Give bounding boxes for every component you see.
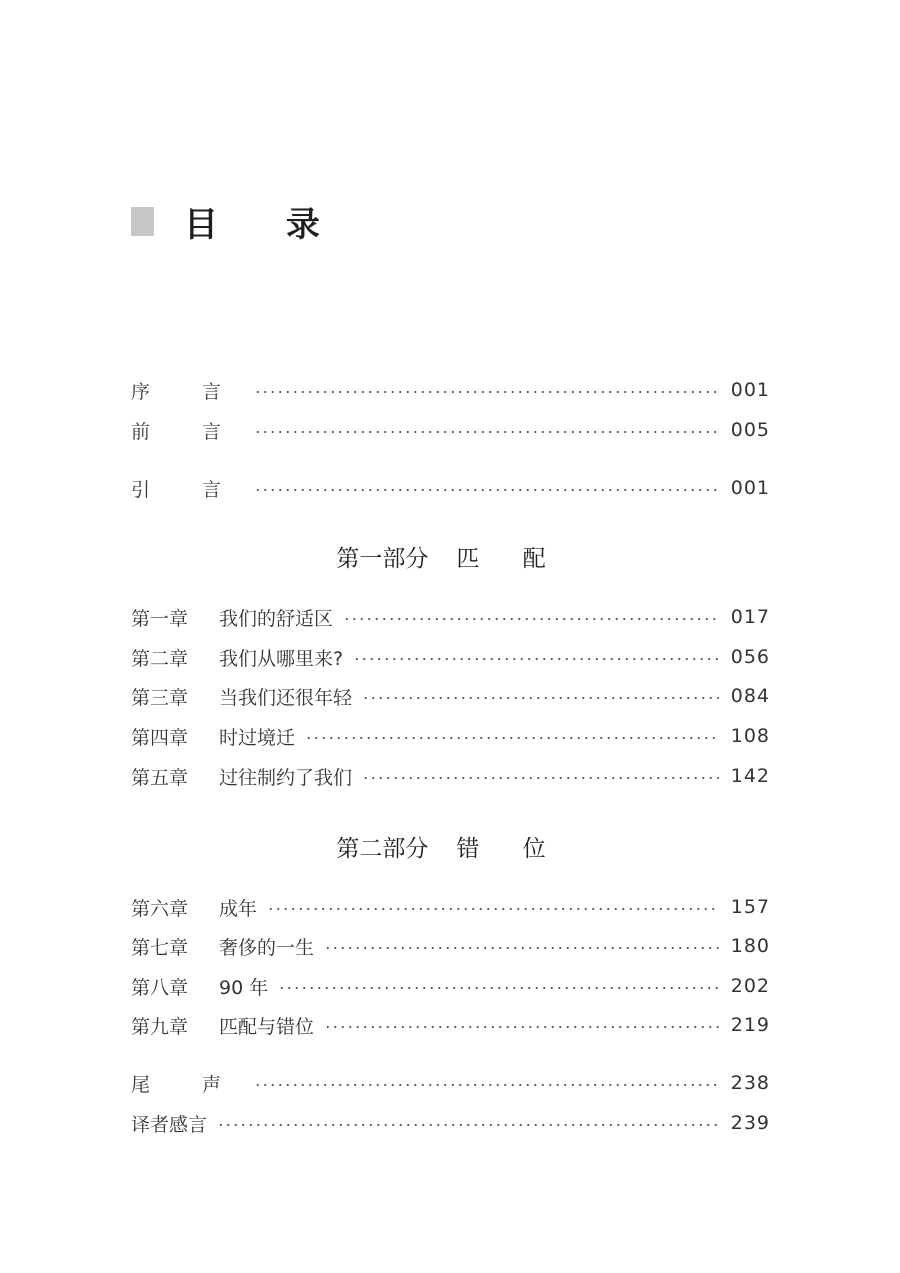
toc-entry-label <box>131 604 333 631</box>
toc-entry-chapter-1[interactable] <box>131 603 770 631</box>
part-name: 错 位 <box>456 836 564 862</box>
part-heading-1 <box>0 540 900 573</box>
toc-entry-preface[interactable] <box>131 376 770 404</box>
toc-page-number: 239 <box>730 1112 770 1134</box>
chapter-number: 第五章 <box>131 766 189 789</box>
toc-page-number: 157 <box>730 896 770 918</box>
toc-entry-label: 尾 声 <box>131 1073 245 1096</box>
chapter-number: 第八章 <box>131 976 189 999</box>
chapter-title: 过往制约了我们 <box>219 766 353 789</box>
toc-entry-label <box>131 1012 314 1039</box>
dot-leader <box>254 391 719 393</box>
toc-entry-label: 序 言 <box>131 380 245 403</box>
chapter-number: 第一章 <box>131 607 189 630</box>
toc-page-number: 180 <box>730 935 770 957</box>
toc-entry-chapter-6[interactable] <box>131 893 770 921</box>
part-number: 第一部分 <box>336 546 429 572</box>
toc-page-number: 001 <box>730 379 770 401</box>
chapter-title: 当我们还很年轻 <box>219 686 353 709</box>
toc-entry-label <box>131 763 352 790</box>
toc-entry-label: 译者感言 <box>131 1113 208 1136</box>
part-number: 第二部分 <box>336 836 429 862</box>
dot-leader <box>353 658 719 660</box>
dot-leader <box>362 777 719 779</box>
toc-entry-chapter-9[interactable] <box>131 1011 770 1039</box>
toc-entry-chapter-8[interactable] <box>131 972 770 1000</box>
dot-leader <box>267 908 719 910</box>
toc-page-number: 017 <box>730 606 770 628</box>
dot-leader <box>324 947 719 949</box>
chapter-number: 第七章 <box>131 936 189 959</box>
toc-entry-chapter-4[interactable] <box>131 722 770 750</box>
toc-entry-introduction[interactable] <box>131 474 770 502</box>
chapter-number: 第四章 <box>131 726 189 749</box>
toc-entry-translator-note[interactable] <box>131 1109 770 1137</box>
toc-page-number: 056 <box>730 646 770 668</box>
chapter-title: 我们的舒适区 <box>219 607 334 630</box>
toc-entry-chapter-2[interactable] <box>131 643 770 671</box>
chapter-title: 我们从哪里来? <box>219 647 344 670</box>
dot-leader <box>254 489 719 491</box>
title-marker-block <box>131 207 154 236</box>
chapter-number: 第二章 <box>131 647 189 670</box>
toc-page-number: 142 <box>730 765 770 787</box>
toc-page-number: 108 <box>730 725 770 747</box>
page-title: 目 录 <box>184 204 348 245</box>
toc-entry-label: 引 言 <box>131 478 245 501</box>
dot-leader <box>343 618 719 620</box>
toc-entry-chapter-5[interactable] <box>131 762 770 790</box>
chapter-number: 第九章 <box>131 1015 189 1038</box>
toc-entry-chapter-7[interactable] <box>131 932 770 960</box>
toc-page-number: 005 <box>730 419 770 441</box>
chapter-title: 时过境迁 <box>219 726 296 749</box>
toc-entry-chapter-3[interactable] <box>131 682 770 710</box>
part-heading-2 <box>0 830 900 863</box>
toc-entry-foreword[interactable] <box>131 416 770 444</box>
toc-entry-label <box>131 644 343 671</box>
toc-page-number: 219 <box>730 1014 770 1036</box>
chapter-title: 奢侈的一生 <box>219 936 315 959</box>
chapter-title: 匹配与错位 <box>219 1015 315 1038</box>
toc-entry-label: 前 言 <box>131 420 245 443</box>
toc-entry-label <box>131 973 268 1000</box>
toc-entry-label <box>131 723 295 750</box>
chapter-number: 第三章 <box>131 686 189 709</box>
toc-entry-label <box>131 683 352 710</box>
dot-leader <box>278 987 719 989</box>
dot-leader <box>217 1124 719 1126</box>
dot-leader <box>362 697 719 699</box>
toc-page-number: 238 <box>730 1072 770 1094</box>
chapter-title: 90 年 <box>219 976 269 999</box>
toc-title-block <box>131 196 348 246</box>
dot-leader <box>324 1026 719 1028</box>
part-name: 匹 配 <box>456 546 564 572</box>
toc-entry-epilogue[interactable] <box>131 1069 770 1097</box>
toc-entry-label <box>131 894 257 921</box>
chapter-title: 成年 <box>219 897 258 920</box>
toc-page-number: 001 <box>730 477 770 499</box>
toc-entry-label <box>131 933 314 960</box>
dot-leader <box>254 1084 719 1086</box>
chapter-number: 第六章 <box>131 897 189 920</box>
dot-leader <box>305 737 719 739</box>
dot-leader <box>254 431 719 433</box>
toc-page-number: 084 <box>730 685 770 707</box>
toc-page-number: 202 <box>730 975 770 997</box>
